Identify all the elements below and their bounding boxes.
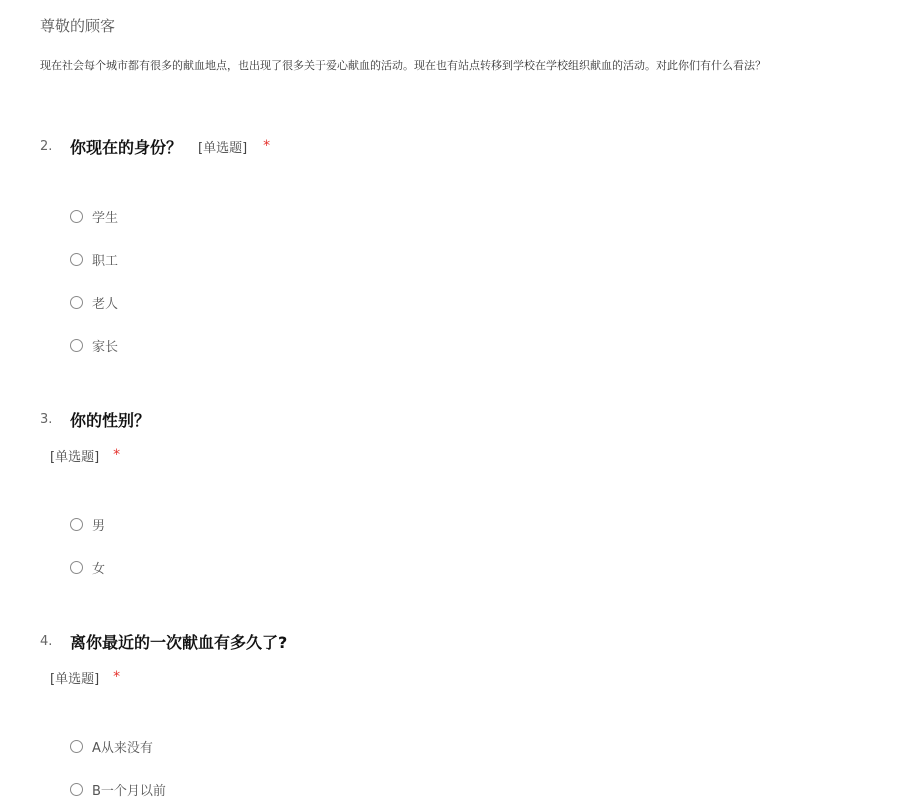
radio-button[interactable] [70, 783, 83, 796]
question-number: 4. [40, 633, 53, 649]
intro-text: 现在社会每个城市都有很多的献血地点，也出现了很多关于爱心献血的活动。现在也有站点转移到学校在学校组织献血的活动。对此你们有什么看法？ [40, 59, 766, 72]
question-2-header [40, 135, 270, 157]
question-4-header [40, 630, 287, 652]
radio-button[interactable] [70, 253, 83, 266]
question-3-header [40, 408, 150, 430]
required-marker: * [113, 447, 121, 463]
question-title: 你现在的身份？ [70, 137, 183, 157]
question-number: 3. [40, 411, 53, 427]
radio-button[interactable] [70, 296, 83, 309]
question-type-label: [单选题] [50, 449, 100, 465]
option-label: 老人 [92, 296, 119, 312]
question-title: 离你最近的一次献血有多久了? [70, 632, 288, 652]
option-label: B一个月以前 [92, 783, 166, 799]
option-label: 女 [92, 561, 106, 577]
required-marker: * [113, 669, 121, 685]
radio-button[interactable] [70, 561, 83, 574]
question-4-meta [50, 667, 120, 687]
required-marker: * [263, 138, 271, 154]
greeting-text: 尊敬的顾客 [40, 17, 116, 35]
question-number: 2. [40, 138, 53, 154]
option-label: 学生 [92, 210, 119, 226]
radio-button[interactable] [70, 339, 83, 352]
option-label: A从来没有 [92, 740, 153, 756]
option-worker[interactable] [70, 250, 118, 268]
option-label: 职工 [92, 253, 119, 269]
radio-button[interactable] [70, 518, 83, 531]
question-type-label: [单选题] [50, 671, 100, 687]
option-label: 家长 [92, 339, 119, 355]
question-title: 你的性别？ [70, 410, 151, 430]
option-student[interactable] [70, 207, 118, 225]
option-never[interactable] [70, 737, 153, 755]
option-female[interactable] [70, 558, 105, 576]
option-label: 男 [92, 518, 106, 534]
radio-button[interactable] [70, 740, 83, 753]
option-elderly[interactable] [70, 293, 118, 311]
question-type-label: [单选题] [198, 140, 248, 156]
option-month-ago[interactable] [70, 780, 166, 798]
radio-button[interactable] [70, 210, 83, 223]
option-parent[interactable] [70, 336, 118, 354]
question-3-meta [50, 445, 120, 465]
option-male[interactable] [70, 515, 105, 533]
